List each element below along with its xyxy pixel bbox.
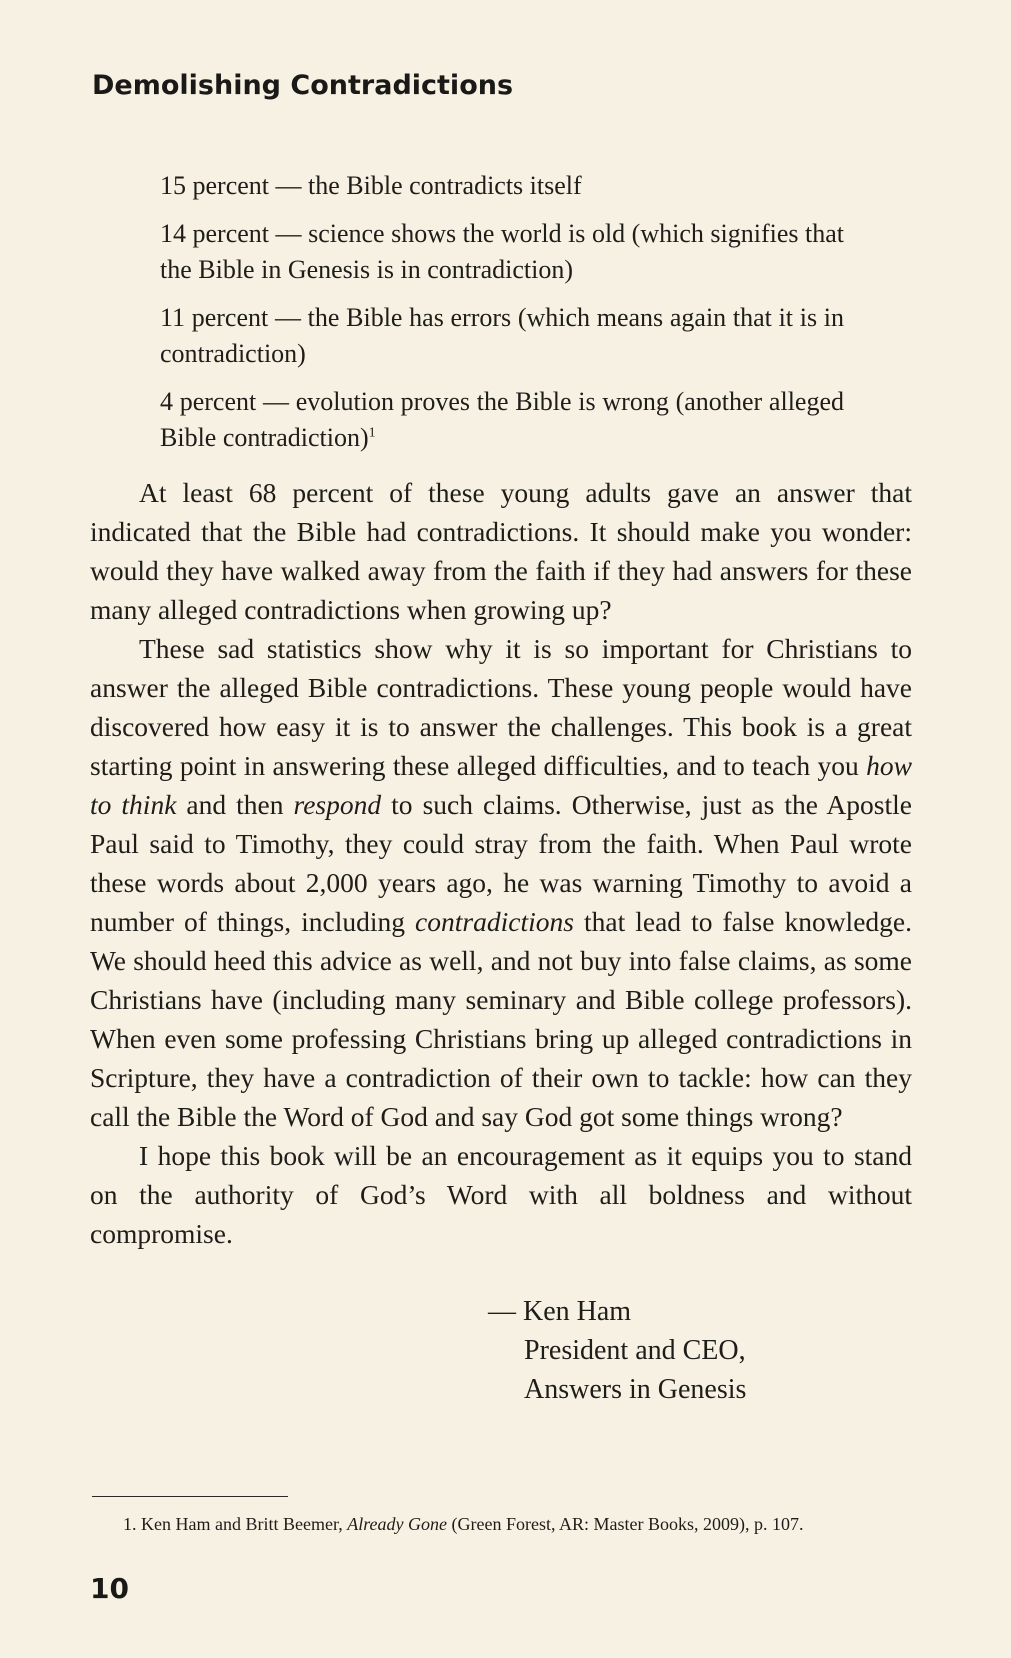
- footnote-details: (Green Forest, AR: Master Books, 2009), p. 107.: [447, 1514, 804, 1534]
- paragraph-1: At least 68 percent of these young adults gave an answer that indicated that the Bible had contradictions. It should make you wonder: would they have walked away from the faith if they had answers for these many alleged contradictions when growing up?: [90, 477, 912, 625]
- footnote-reference[interactable]: 1: [368, 425, 376, 441]
- footnote-authors: Ken Ham and Britt Beemer,: [141, 1514, 348, 1534]
- paragraph-2: [90, 629, 912, 1136]
- stat-percent: 4 percent: [160, 387, 257, 416]
- footnote-book-title: Already Gone: [347, 1514, 448, 1534]
- signature-title: President and CEO,: [524, 1335, 746, 1366]
- stat-text: evolution proves the Bible is wrong (another alleged Bible contradiction): [160, 387, 844, 452]
- running-header: Demolishing Contradictions: [92, 70, 514, 101]
- statistics-list: [160, 168, 844, 468]
- emphasis-text: contradictions: [415, 906, 574, 937]
- stat-text: science shows the world is old (which signifies that the Bible in Genesis is in contradiction): [160, 219, 845, 284]
- stat-text: the Bible has errors (which means again that it is in contradiction): [160, 303, 844, 368]
- paragraph-2-text: and then: [176, 789, 294, 820]
- stat-item: 11 percent — the Bible has errors (which means again that it is in contradiction): [160, 303, 844, 368]
- stat-text: the Bible contradicts itself: [308, 171, 582, 200]
- emphasis-text: respond: [293, 789, 382, 820]
- stat-percent: 15 percent: [160, 171, 270, 200]
- stat-percent: 14 percent: [160, 219, 270, 248]
- stat-item: 14 percent — science shows the world is old (which signifies that the Bible in Genesis is in contradiction): [160, 219, 845, 284]
- emphasis-text: how to think: [90, 750, 912, 820]
- paragraph-2-text: that lead to false knowledge. We should heed this advice as well, and not buy into false claims, as some Christians have (including many seminary and Bible college professors). When even some professing Christians bring up alleged contradictions in Scripture, they have a contradiction of their own to tackle: how can they call the Bible the Word of God and say God got some things wrong?: [90, 906, 912, 1132]
- paragraph-3: I hope this book will be an encouragement as it equips you to stand on the authority of God’s Word with all boldness and without compromise.: [90, 1140, 912, 1249]
- stat-item: 15 percent — the Bible contradicts itself: [160, 171, 582, 200]
- footnote: [123, 1512, 804, 1536]
- signature-name: — Ken Ham: [488, 1296, 632, 1327]
- page-number: 10: [90, 1572, 129, 1605]
- signature-organization: Answers in Genesis: [524, 1374, 747, 1405]
- footnote-number: 1.: [123, 1514, 137, 1534]
- footnote-divider: [92, 1496, 288, 1497]
- body-text: [90, 473, 912, 1253]
- paragraph-2-text: to such claims. Otherwise, just as the Apostle Paul said to Timothy, they could stray from the faith. When Paul wrote these words about 2,000 years ago, he was warning Timothy to avoid a number of things, including: [90, 789, 912, 937]
- stat-percent: 11 percent: [160, 303, 269, 332]
- stat-item: 4 percent — evolution proves the Bible is wrong (another alleged Bible contradiction)$^1$: [160, 387, 844, 452]
- paragraph-2-text: These sad statistics show why it is so important for Christians to answer the alleged Bible contradictions. These young people would have discovered how easy it is to answer the challenges. This book is a great starting point in answering these alleged difficulties, and to teach you: [90, 633, 912, 781]
- signature-block: [488, 1292, 746, 1409]
